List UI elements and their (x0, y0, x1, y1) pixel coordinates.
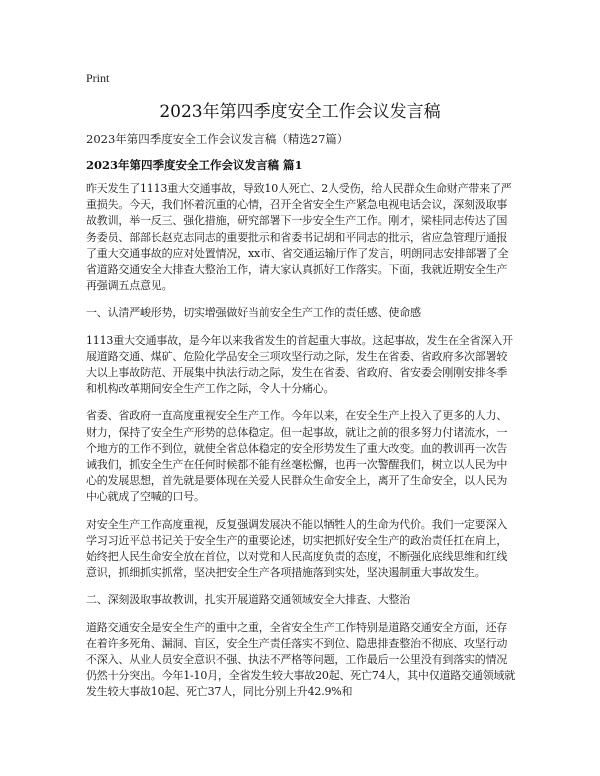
article-body (86, 181, 516, 712)
section-heading-1: 一、认清严峻形势，切实增强做好当前安全生产工作的责任感、使命感 (86, 306, 421, 320)
paragraph-intro: 昨天发生了1113重大交通事故，导致10人死亡、2人受伤，给人民群众生命财产带来了严重损失。今天，我们怀着沉重的心情，召开全省安全生产紧急电视电话会议，深刻汲取事故教训，举一反三、强化措施，研究部署下一步安全生产工作。刚才，梁桂同志传达了国务委员、部部长赵克志同志的重要批示和省委书记胡和平同志的批示，省应急管理厅通报了重大交通事故的应对处置情况，xx市、省交通运输厅作了发言，明朗同志安排部署了全省道路交通安全大排查大整治工作，请大家认真抓好工作落实。下面，我就近期安全生产再强调五点意见。 (86, 182, 512, 293)
paragraph: 1113重大交通事故，是今年以来我省发生的首起重大事故。这起事故，发生在全省深入开展道路交通、煤矿、危险化学品安全三项攻坚行动之际，发生在省委、省政府多次部署较大以上事故防范、开展集中执法行动之际，发生在省委、省政府、省安委会刚刚安排冬季和机构改革期间安全生产工作之际，令人十分痛心。 (86, 333, 513, 396)
paragraph: 对安全生产工作高度重视，反复强调发展决不能以牺牲人的生命为代价。我们一定要深入学习习近平总书记关于安全生产的重要论述，切实把抓好安全生产的政治责任扛在肩上，始终把人民生命安全放在首位，以对党和人民高度负责的态度，不断强化底线思维和红线意识，抓细抓实抓常，坚决把安全生产各项措施落到实处，坚决遏制重大事故发生。 (86, 517, 508, 580)
page-title: 2023年第四季度安全工作会议发言稿 (159, 102, 441, 122)
paragraph: 省委、省政府一直高度重视安全生产工作。今年以来，在安全生产上投入了更多的人力、财力，保持了安全生产形势的总体稳定。但一起事故，就让之前的很多努力付诸流水，一个地方的工作不到位，就使全省总体稳定的安全形势发生了重大改变。血的教训再一次告诫我们，抓安全生产在任何时候都不能有丝毫松懈，也再一次警醒我们，树立以人民为中心的发展思想，首先就是要体现在关爱人民群众生命安全上，离开了生命安全，以人民为中心就成了空喊的口号。 (86, 409, 508, 504)
print-link[interactable]: Print (86, 71, 110, 85)
document-subtitle: 2023年第四季度安全工作会议发言稿（精选27篇） (86, 132, 349, 146)
section-heading-2: 二、深刻汲取事故教训，扎实开展道路交通领域安全大排查、大整治 (86, 593, 410, 607)
article-heading: 2023年第四季度安全工作会议发言稿 篇1 (86, 158, 303, 172)
paragraph: 道路交通安全是安全生产的重中之重，全省安全生产工作特别是道路交通安全方面，还存在着许多死角、漏洞、盲区，安全生产责任落实不到位、隐患排查整治不彻底、攻坚行动不深入、从业人员安全意识不强、执法不严格等问题，工作最后一公里没有到落实的情况仍然十分突出。今年1-10月，全省发生较大事故20起、死亡74人，其中仅道路交通领域就发生较大事故10起、死亡37人，同比分别上升42.9%和 (86, 620, 516, 699)
